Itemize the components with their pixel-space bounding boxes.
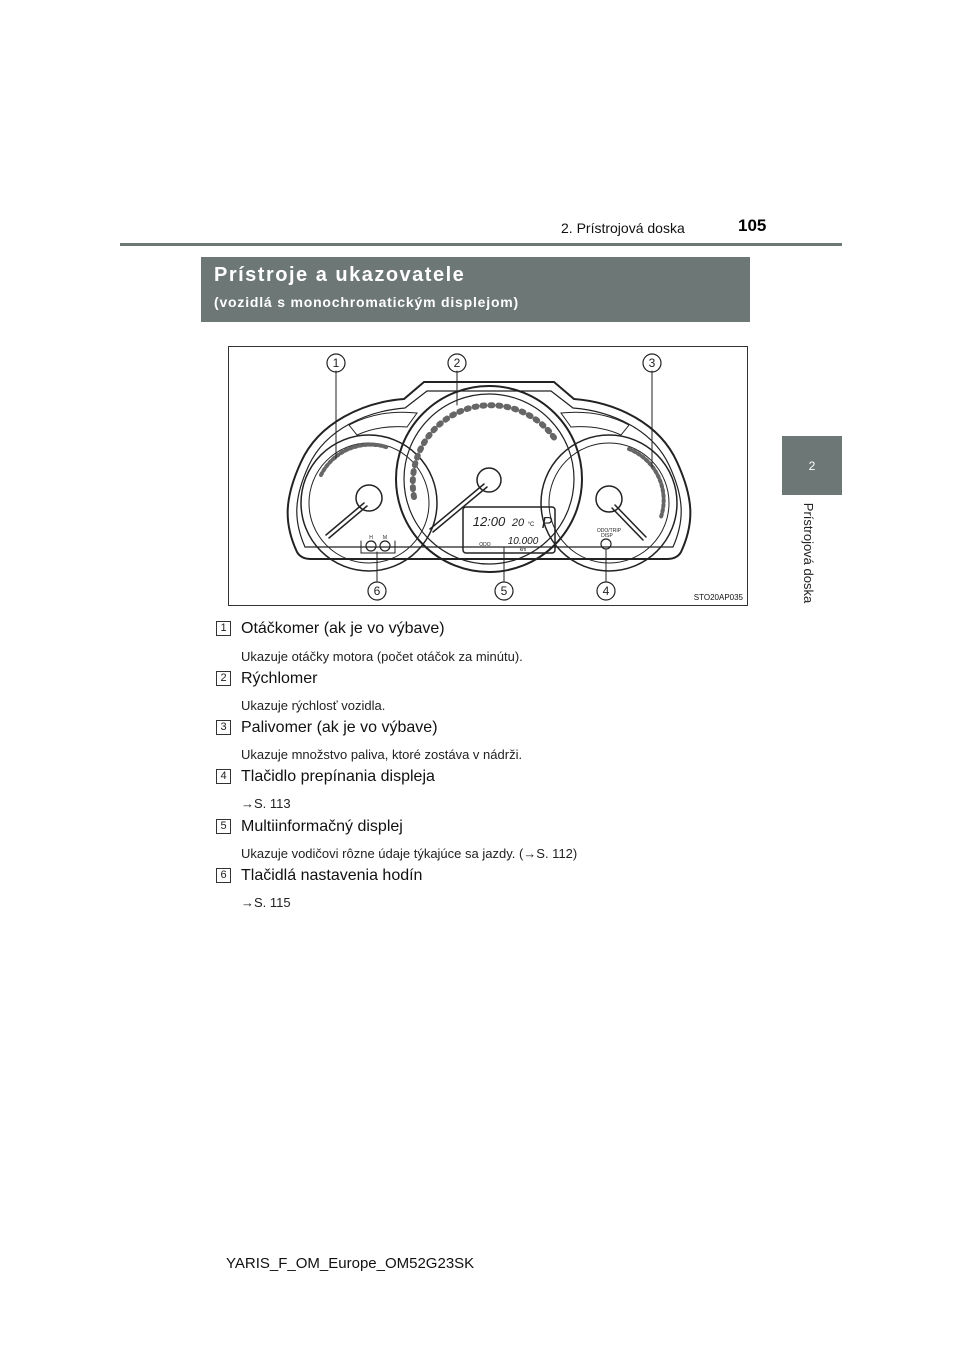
item-title: Rýchlomer xyxy=(241,670,318,687)
chapter-side-label: Prístrojová doska xyxy=(801,502,816,604)
disp-label: DISP xyxy=(601,533,613,539)
item-number-badge: 2 xyxy=(216,671,231,686)
display-gear: P xyxy=(541,515,553,532)
item-title: Tlačidlo prepínania displeja xyxy=(241,768,435,785)
item-number-badge: 3 xyxy=(216,720,231,735)
section-subtitle: (vozidlá s monochromatickým displejom) xyxy=(214,294,520,310)
item-title: Otáčkomer (ak je vo výbave) xyxy=(241,620,445,637)
item-number-badge: 6 xyxy=(216,868,231,883)
callout-3: 3 xyxy=(648,356,656,370)
odo-trip-label: ODO/TRIP xyxy=(596,528,622,534)
figure-code: STO20AP035 xyxy=(693,593,743,602)
item-title: Tlačidlá nastavenia hodín xyxy=(241,867,423,884)
display-odometer: 10.000 xyxy=(507,536,539,547)
header-rule xyxy=(120,243,842,246)
display-temp-unit: °C xyxy=(527,522,535,528)
item-number-badge: 4 xyxy=(216,769,231,784)
callout-4: 4 xyxy=(602,584,610,598)
item-description: Ukazuje vodičovi rôzne údaje týkajúce sa jazdy. (→S. 112) xyxy=(241,846,578,861)
item-description: Ukazuje množstvo paliva, ktoré zostáva v nádrži. xyxy=(241,747,523,762)
item-title: Palivomer (ak je vo výbave) xyxy=(241,719,438,736)
callout-6: 6 xyxy=(373,584,381,598)
callout-2: 2 xyxy=(453,356,461,370)
header-section-title: 2. Prístrojová doska xyxy=(561,220,685,236)
item-number-badge: 1 xyxy=(216,621,231,636)
section-title-box xyxy=(201,257,750,322)
item-description: →S. 113 xyxy=(241,796,291,811)
item-description: Ukazuje otáčky motora (počet otáčok za minútu). xyxy=(241,649,523,664)
callout-5: 5 xyxy=(500,584,508,598)
hour-button-label: H xyxy=(369,535,373,541)
display-odo-mode: ODO xyxy=(479,542,491,548)
display-temp: 20 xyxy=(511,517,525,529)
minute-button-label: M xyxy=(382,535,388,541)
instrument-cluster-illustration xyxy=(229,347,748,606)
item-description: →S. 115 xyxy=(241,895,291,910)
display-odo-unit: km xyxy=(519,547,527,553)
page-number: 105 xyxy=(738,216,767,235)
section-title: Prístroje a ukazovatele xyxy=(214,264,466,286)
item-number-badge: 5 xyxy=(216,819,231,834)
footer-document-id: YARIS_F_OM_Europe_OM52G23SK xyxy=(226,1255,475,1272)
instrument-cluster-figure xyxy=(228,346,748,606)
callout-1: 1 xyxy=(332,356,340,370)
chapter-number: 2 xyxy=(808,458,816,473)
item-description: Ukazuje rýchlosť vozidla. xyxy=(241,698,386,713)
display-clock: 12:00 xyxy=(472,514,506,529)
item-title: Multiinformačný displej xyxy=(241,818,403,835)
